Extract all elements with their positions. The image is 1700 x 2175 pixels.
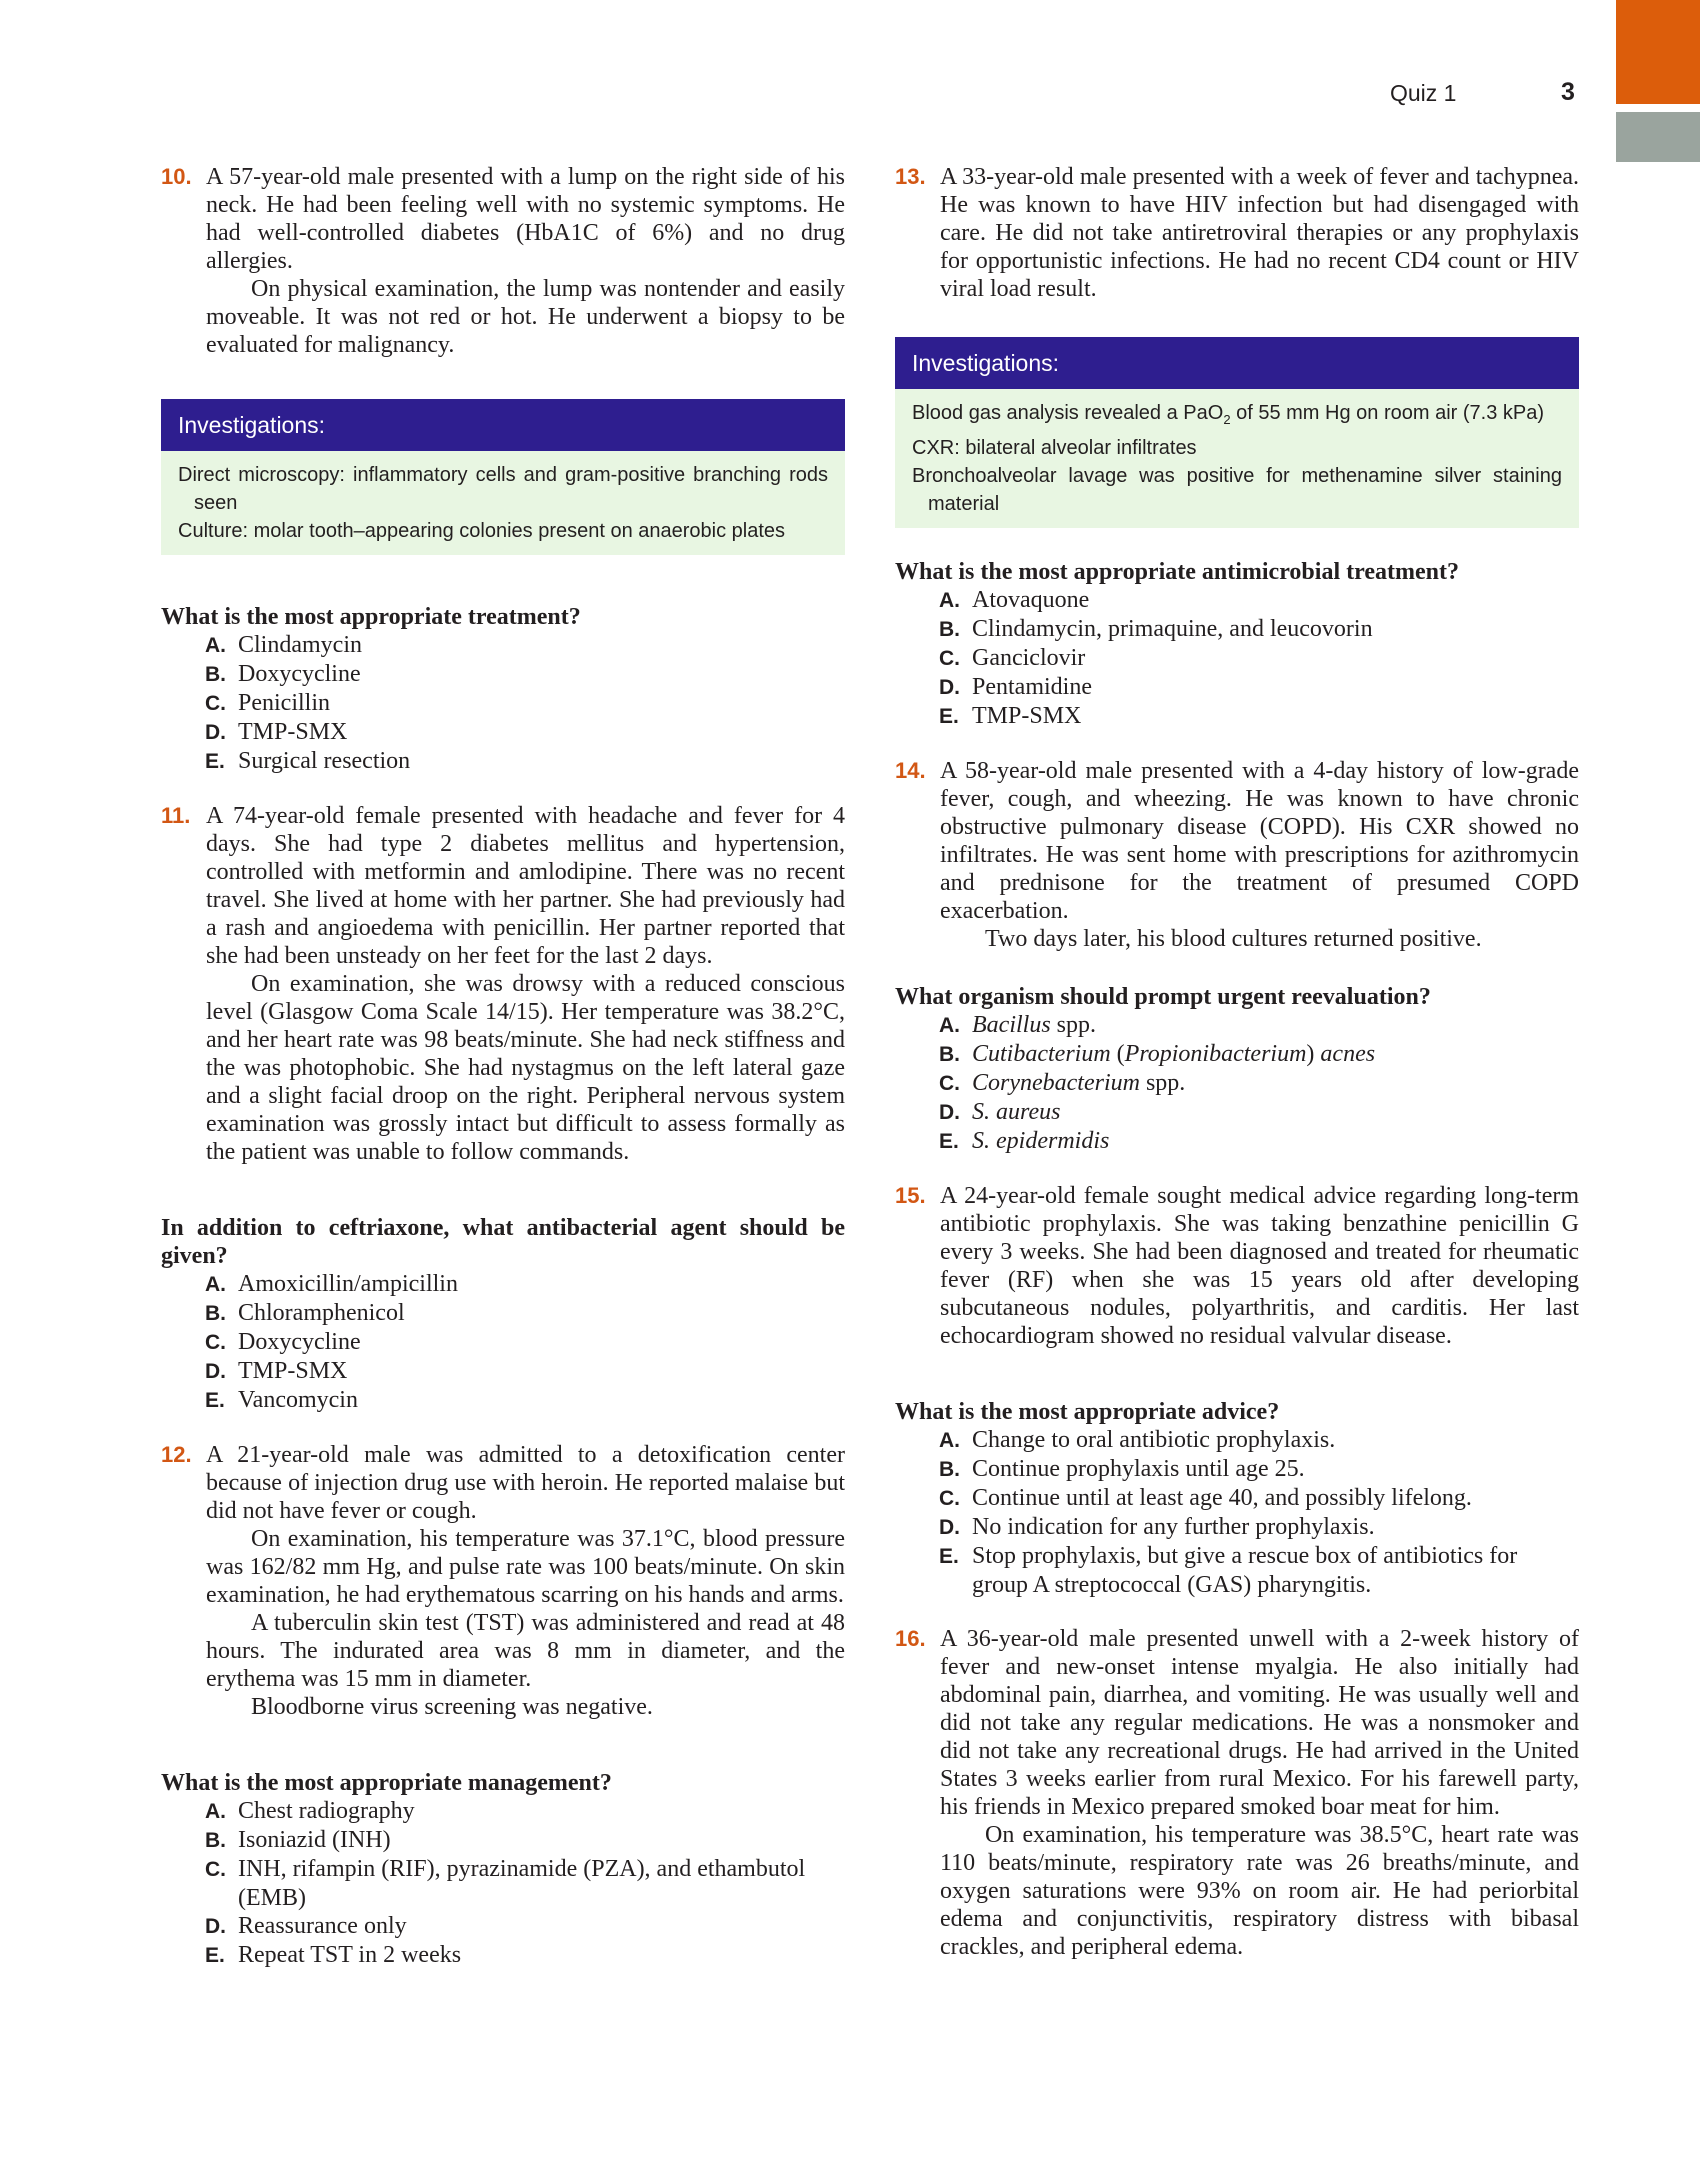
option-c[interactable]: C. INH, rifampin (RIF), pyrazinamide (PZA), and ethambutol (EMB) [205,1856,806,1911]
option-e[interactable]: E. TMP-SMX [939,703,1082,729]
case-paragraph: 13. A 33-year-old male presented with a week of fever and tachypnea. He was known to have HIV infection but had disengaged with care. He did not take antiretroviral therapies or any prophylaxis for opportunistic infections. He had no recent CD4 count or HIV viral load result. [895,164,1579,302]
options-list [161,631,845,776]
option-d[interactable]: D. TMP-SMX [205,719,348,745]
case-paragraph: On physical examination, the lump was nontender and easily moveable. It was not red or hot. He underwent a biopsy to be evaluated for malignancy. [206,276,845,358]
option-b[interactable]: B. Cutibacterium (Propionibacterium) acnes [939,1041,1376,1067]
investigation-line: Culture: molar tooth–appearing colonies present on anaerobic plates [178,520,786,542]
option-a[interactable]: A. Change to oral antibiotic prophylaxis. [939,1427,1336,1453]
option-c[interactable]: C. Ganciclovir [939,645,1086,671]
question-15 [895,1182,1579,1599]
option-c[interactable]: C. Penicillin [205,690,330,716]
question-number: 10. [161,164,192,189]
option-e[interactable]: E. S. epidermidis [939,1128,1110,1154]
case-paragraph: On examination, his temperature was 38.5°C, heart rate was 110 beats/minute, respiratory rate was 26 breaths/minute, and oxygen saturations were 93% on room air. He had periorbital edema and conjunctivitis, respiratory distress with bibasal crackles, and peripheral edema. [940,1822,1579,1960]
orange-edge-tab [1616,0,1700,104]
option-d[interactable]: D. TMP-SMX [205,1358,348,1384]
question-stem: What is the most appropriate advice? [895,1399,1280,1425]
investigation-line: Blood gas analysis revealed a PaO$_2$ of 55 mm Hg on room air (7.3 kPa) [912,402,1544,427]
running-head: Quiz 1 [1390,80,1457,106]
question-10 [161,163,845,776]
options-list [895,586,1579,731]
question-stem: What organism should prompt urgent reevaluation? [895,984,1431,1010]
investigation-line: Bronchoalveolar lavage was positive for methenamine silver staining material [912,465,1562,515]
case-paragraph: Bloodborne virus screening was negative. [251,1694,653,1720]
option-c[interactable]: C. Doxycycline [205,1329,361,1355]
case-paragraph: A tuberculin skin test (TST) was administered and read at 48 hours. The indurated area was 8 mm in diameter, and the erythema was 15 mm in diameter. [206,1610,845,1692]
option-a[interactable]: A. Atovaquone [939,587,1090,613]
question-stem: What is the most appropriate management? [161,1770,612,1796]
investigations-title: Investigations: [895,337,1579,389]
question-number: 15. [895,1183,926,1208]
question-stem: What is the most appropriate antimicrobial treatment? [895,559,1459,585]
investigations-body [161,451,845,555]
question-16 [895,1625,1579,1961]
case-paragraph: Two days later, his blood cultures returned positive. [985,926,1482,952]
case-paragraph: 15. A 24-year-old female sought medical advice regarding long-term antibiotic prophylaxis. She was taking benzathine penicillin G every 3 weeks. She had been diagnosed and treated for rheumatic fever (RF) when she was 15 years old after developing subcutaneous nodules, polyarthritis, and carditis. Her last echocardiogram showed no residual valvular disease. [895,1183,1579,1349]
option-c[interactable]: C. Corynebacterium spp. [939,1070,1186,1096]
case-paragraph: 14. A 58-year-old male presented with a 4-day history of low-grade fever, cough, and wheezing. He was known to have chronic obstructive pulmonary disease (COPD). His CXR showed no infiltrates. He was sent home with prescriptions for azithromycin and prednisone for the treatment of presumed COPD exacerbation. [895,758,1579,924]
options-list [161,1270,845,1415]
options-list [895,1426,1579,1599]
case-paragraph: 12. A 21-year-old male was admitted to a detoxification center because of injection drug use with heroin. He reported malaise but did not have fever or cough. [161,1442,845,1524]
question-stem: In addition to ceftriaxone, what antibacterial agent should be given? [161,1215,845,1269]
option-b[interactable]: B. Clindamycin, primaquine, and leucovorin [939,616,1373,642]
option-d[interactable]: D. No indication for any further prophylaxis. [939,1514,1375,1540]
option-e[interactable]: E. Repeat TST in 2 weeks [205,1942,462,1968]
question-13 [895,163,1579,731]
question-number: 12. [161,1442,192,1467]
page-number: 3 [1561,78,1575,106]
case-paragraph: 16. A 36-year-old male presented unwell with a 2-week history of fever and new-onset intense myalgia. He also initially had abdominal pain, diarrhea, and vomiting. He was usually well and did not take any regular medications. He was a nonsmoker and did not take any recreational drugs. He had arrived in the United States 3 weeks earlier from rural Mexico. For his farewell party, his friends in Mexico prepared smoked boar meat for him. [895,1626,1579,1820]
question-number: 11. [161,803,191,828]
question-number: 14. [895,758,926,783]
question-14 [895,757,1579,1156]
investigation-line: Direct microscopy: inflammatory cells and gram-positive branching rods seen [178,464,828,514]
option-a[interactable]: A. Chest radiography [205,1798,415,1824]
question-stem: What is the most appropriate treatment? [161,604,581,630]
investigations-body [895,389,1579,528]
option-d[interactable]: D. S. aureus [939,1099,1061,1125]
option-a[interactable]: A. Amoxicillin/ampicillin [205,1271,458,1297]
question-12 [161,1441,845,1970]
gray-edge-tab [1616,112,1700,162]
option-b[interactable]: B. Chloramphenicol [205,1300,405,1326]
option-d[interactable]: D. Reassurance only [205,1913,407,1939]
option-d[interactable]: D. Pentamidine [939,674,1092,700]
option-e[interactable]: E. Stop prophylaxis, but give a rescue box of antibiotics for group A streptococcal (GAS) pharyngitis. [939,1543,1518,1598]
option-a[interactable]: A. Bacillus spp. [939,1012,1096,1038]
investigations-box [161,399,845,555]
option-c[interactable]: C. Continue until at least age 40, and possibly lifelong. [939,1485,1472,1511]
case-paragraph: 10. A 57-year-old male presented with a lump on the right side of his neck. He had been feeling well with no systemic symptoms. He had well-controlled diabetes (HbA1C of 6%) and no drug allergies. [161,164,845,274]
question-number: 13. [895,164,926,189]
option-b[interactable]: B. Doxycycline [205,661,361,687]
right-column [895,163,1579,1961]
case-paragraph: On examination, she was drowsy with a reduced conscious level (Glasgow Coma Scale 14/15). Her temperature was 38.2°C, and her heart rate was 98 beats/minute. She had neck stiffness and the was photophobic. She had nystagmus on the left lateral gaze and a slight facial droop on the right. Peripheral nervous system examination was grossly intact but difficult to assess formally as the patient was unable to follow commands. [206,971,845,1165]
case-paragraph: On examination, his temperature was 37.1°C, blood pressure was 162/82 mm Hg, and pulse rate was 100 beats/minute. On skin examination, he had erythematous scarring on his hands and arms. [206,1526,845,1608]
options-list [895,1011,1579,1156]
investigation-line: CXR: bilateral alveolar infiltrates [912,437,1197,459]
option-e[interactable]: E. Vancomycin [205,1387,358,1413]
question-number: 16. [895,1626,926,1651]
question-11 [161,802,845,1415]
option-e[interactable]: E. Surgical resection [205,748,411,774]
investigations-box [895,337,1579,528]
option-b[interactable]: B. Continue prophylaxis until age 25. [939,1456,1305,1482]
investigations-title: Investigations: [161,399,845,451]
option-a[interactable]: A. Clindamycin [205,632,362,658]
options-list [161,1797,845,1970]
case-paragraph: 11. A 74-year-old female presented with headache and fever for 4 days. She had type 2 diabetes mellitus and hypertension, controlled with metformin and amlodipine. There was no recent travel. She lived at home with her partner. She had previously had a rash and angioedema with penicillin. Her partner reported that she had been unsteady on her feet for the last 2 days. [161,803,845,969]
left-column [161,163,845,1970]
option-b[interactable]: B. Isoniazid (INH) [205,1827,391,1853]
